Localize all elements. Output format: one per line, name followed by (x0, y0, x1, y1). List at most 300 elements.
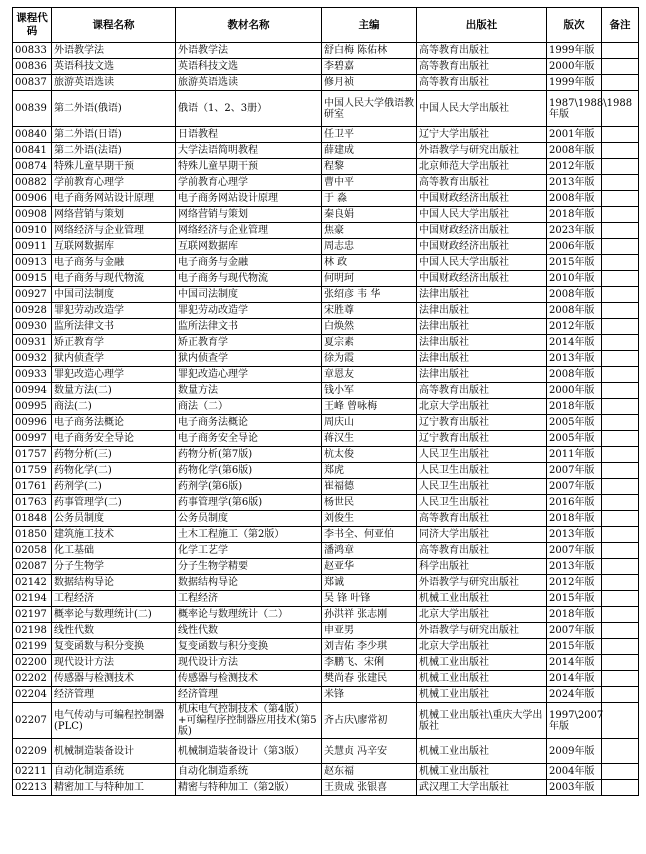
table-row (13, 207, 639, 223)
cell-course-code: 00908 (13, 207, 52, 223)
cell-editor: 夏宗素 (322, 335, 417, 351)
cell-publisher: 法律出版社 (417, 303, 547, 319)
cell-course-code: 02202 (13, 671, 52, 687)
cell-publisher: 法律出版社 (417, 319, 547, 335)
table-row (13, 351, 639, 367)
cell-textbook-name: 商法（二） (176, 399, 322, 415)
table-row (13, 383, 639, 399)
cell-editor: 崔福德 (322, 479, 417, 495)
cell-editor: 申亚男 (322, 623, 417, 639)
cell-remark (602, 511, 639, 527)
cell-course-name: 电气传动与可编程控制器(PLC) (52, 703, 176, 739)
cell-publisher: 同济大学出版社 (417, 527, 547, 543)
cell-course-name: 狱内侦查学 (52, 351, 176, 367)
cell-course-code: 00913 (13, 255, 52, 271)
cell-course-code: 00882 (13, 175, 52, 191)
header-publisher: 出版社 (417, 8, 547, 43)
header-editor: 主编 (322, 8, 417, 43)
cell-course-name: 第二外语(日语) (52, 127, 176, 143)
cell-textbook-name: 罪犯劳动改造学 (176, 303, 322, 319)
cell-remark (602, 543, 639, 559)
cell-publisher: 北京大学出版社 (417, 399, 547, 415)
cell-course-name: 公务员制度 (52, 511, 176, 527)
cell-editor: 焦豪 (322, 223, 417, 239)
cell-publisher: 人民卫生出版社 (417, 495, 547, 511)
cell-editor: 杨世民 (322, 495, 417, 511)
cell-editor: 王贵成 张银喜 (322, 780, 417, 796)
cell-publisher: 高等教育出版社 (417, 59, 547, 75)
cell-edition: 2013年版 (547, 527, 602, 543)
cell-remark (602, 75, 639, 91)
cell-editor: 曹中平 (322, 175, 417, 191)
cell-remark (602, 383, 639, 399)
cell-publisher: 中国财政经济出版社 (417, 223, 547, 239)
header-course-code: 课程代码 (13, 8, 52, 43)
cell-textbook-name: 公务员制度 (176, 511, 322, 527)
cell-course-code: 00932 (13, 351, 52, 367)
table-row (13, 159, 639, 175)
cell-textbook-name: 电子商务法概论 (176, 415, 322, 431)
cell-edition: 2018年版 (547, 207, 602, 223)
table-row (13, 127, 639, 143)
cell-remark (602, 367, 639, 383)
cell-edition: 2005年版 (547, 415, 602, 431)
table-row (13, 671, 639, 687)
table-row (13, 479, 639, 495)
cell-edition: 2015年版 (547, 591, 602, 607)
cell-textbook-name: 网络经济与企业管理 (176, 223, 322, 239)
cell-course-name: 网络营销与策划 (52, 207, 176, 223)
cell-publisher: 北京大学出版社 (417, 639, 547, 655)
cell-publisher: 高等教育出版社 (417, 43, 547, 59)
cell-edition: 1987\1988\1988年版 (547, 91, 602, 127)
cell-textbook-name: 英语科技文选 (176, 59, 322, 75)
cell-edition: 2006年版 (547, 239, 602, 255)
cell-editor: 潘鸿章 (322, 543, 417, 559)
cell-editor: 任卫平 (322, 127, 417, 143)
cell-textbook-name: 经济管理 (176, 687, 322, 703)
cell-edition: 2014年版 (547, 335, 602, 351)
cell-remark (602, 739, 639, 764)
cell-edition: 2018年版 (547, 511, 602, 527)
cell-publisher: 高等教育出版社 (417, 75, 547, 91)
table-row (13, 271, 639, 287)
cell-course-code: 00839 (13, 91, 52, 127)
cell-remark (602, 223, 639, 239)
cell-editor: 徐为霞 (322, 351, 417, 367)
cell-course-name: 自动化制造系统 (52, 764, 176, 780)
cell-edition: 2003年版 (547, 780, 602, 796)
cell-course-name: 罪犯劳动改造学 (52, 303, 176, 319)
cell-course-code: 02211 (13, 764, 52, 780)
cell-course-name: 传感器与检测技术 (52, 671, 176, 687)
cell-course-name: 特殊儿童早期干预 (52, 159, 176, 175)
table-row (13, 511, 639, 527)
cell-edition: 2013年版 (547, 175, 602, 191)
cell-course-name: 矫正教育学 (52, 335, 176, 351)
cell-course-name: 数量方法(二) (52, 383, 176, 399)
table-row (13, 431, 639, 447)
cell-editor: 刘吉佑 李少琪 (322, 639, 417, 655)
cell-remark (602, 175, 639, 191)
cell-editor: 米锋 (322, 687, 417, 703)
header-edition: 版次 (547, 8, 602, 43)
cell-editor: 周庆山 (322, 415, 417, 431)
table-row (13, 543, 639, 559)
cell-course-code: 00910 (13, 223, 52, 239)
cell-course-code: 00933 (13, 367, 52, 383)
cell-course-code: 01850 (13, 527, 52, 543)
cell-remark (602, 91, 639, 127)
cell-course-name: 电子商务与现代物流 (52, 271, 176, 287)
cell-textbook-name: 狱内侦查学 (176, 351, 322, 367)
cell-edition: 2014年版 (547, 671, 602, 687)
cell-editor: 周志忠 (322, 239, 417, 255)
cell-remark (602, 43, 639, 59)
cell-edition: 1999年版 (547, 43, 602, 59)
cell-edition: 2007年版 (547, 479, 602, 495)
cell-editor: 林 政 (322, 255, 417, 271)
table-row (13, 367, 639, 383)
table-row (13, 655, 639, 671)
cell-course-name: 概率论与数理统计(二) (52, 607, 176, 623)
cell-editor: 程黎 (322, 159, 417, 175)
cell-remark (602, 399, 639, 415)
cell-editor: 吴 锋 叶锋 (322, 591, 417, 607)
cell-editor: 赵东福 (322, 764, 417, 780)
cell-remark (602, 559, 639, 575)
cell-edition: 2012年版 (547, 575, 602, 591)
cell-edition: 2016年版 (547, 495, 602, 511)
cell-editor: 郑虎 (322, 463, 417, 479)
cell-course-code: 01761 (13, 479, 52, 495)
cell-course-name: 建筑施工技术 (52, 527, 176, 543)
cell-course-code: 00996 (13, 415, 52, 431)
cell-publisher: 法律出版社 (417, 367, 547, 383)
cell-edition: 2015年版 (547, 639, 602, 655)
cell-course-code: 00930 (13, 319, 52, 335)
cell-editor: 李书全、何亚伯 (322, 527, 417, 543)
cell-textbook-name: 外语教学法 (176, 43, 322, 59)
cell-textbook-name: 自动化制造系统 (176, 764, 322, 780)
cell-course-name: 网络经济与企业管理 (52, 223, 176, 239)
cell-course-name: 罪犯改造心理学 (52, 367, 176, 383)
table-row (13, 687, 639, 703)
cell-editor: 李鹏飞、宋俐 (322, 655, 417, 671)
cell-publisher: 武汉理工大学出版社 (417, 780, 547, 796)
cell-course-code: 00840 (13, 127, 52, 143)
cell-editor: 赵亚华 (322, 559, 417, 575)
table-row (13, 780, 639, 796)
table-row (13, 303, 639, 319)
cell-publisher: 法律出版社 (417, 351, 547, 367)
cell-editor: 张绍彦 韦 华 (322, 287, 417, 303)
cell-textbook-name: 土木工程施工（第2版） (176, 527, 322, 543)
cell-course-code: 01848 (13, 511, 52, 527)
cell-course-code: 02200 (13, 655, 52, 671)
cell-textbook-name: 概率论与数理统计（二） (176, 607, 322, 623)
cell-publisher: 科学出版社 (417, 559, 547, 575)
cell-course-name: 经济管理 (52, 687, 176, 703)
cell-edition: 2023年版 (547, 223, 602, 239)
cell-edition: 2007年版 (547, 623, 602, 639)
cell-editor: 郑诚 (322, 575, 417, 591)
cell-course-name: 药事管理学(二) (52, 495, 176, 511)
cell-publisher: 高等教育出版社 (417, 383, 547, 399)
cell-publisher: 中国财政经济出版社 (417, 191, 547, 207)
cell-course-name: 精密加工与特种加工 (52, 780, 176, 796)
cell-remark (602, 655, 639, 671)
cell-edition: 2008年版 (547, 143, 602, 159)
table-row (13, 559, 639, 575)
table-row (13, 591, 639, 607)
cell-editor: 秦良娟 (322, 207, 417, 223)
cell-remark (602, 671, 639, 687)
cell-remark (602, 623, 639, 639)
cell-publisher: 机械工业出版社 (417, 655, 547, 671)
cell-course-code: 02142 (13, 575, 52, 591)
cell-editor: 关慧贞 冯辛安 (322, 739, 417, 764)
cell-editor: 王峰 曾咏梅 (322, 399, 417, 415)
cell-remark (602, 431, 639, 447)
cell-editor: 孙洪祥 张志刚 (322, 607, 417, 623)
table-row (13, 319, 639, 335)
cell-remark (602, 287, 639, 303)
cell-edition: 2000年版 (547, 59, 602, 75)
cell-course-code: 01757 (13, 447, 52, 463)
cell-course-name: 电子商务与金融 (52, 255, 176, 271)
cell-remark (602, 239, 639, 255)
cell-editor: 杭太俊 (322, 447, 417, 463)
cell-course-code: 00995 (13, 399, 52, 415)
cell-course-code: 02204 (13, 687, 52, 703)
cell-editor: 蒋汉生 (322, 431, 417, 447)
cell-course-name: 学前教育心理学 (52, 175, 176, 191)
cell-publisher: 辽宁大学出版社 (417, 127, 547, 143)
cell-publisher: 外语教学与研究出版社 (417, 623, 547, 639)
cell-editor: 李碧嘉 (322, 59, 417, 75)
cell-course-code: 02194 (13, 591, 52, 607)
cell-textbook-name: 数据结构导论 (176, 575, 322, 591)
cell-course-name: 数据结构导论 (52, 575, 176, 591)
cell-course-code: 02197 (13, 607, 52, 623)
cell-publisher: 机械工业出版社 (417, 687, 547, 703)
cell-editor: 舒白梅 陈佑林 (322, 43, 417, 59)
header-course-name: 课程名称 (52, 8, 176, 43)
cell-course-name: 药剂学(二) (52, 479, 176, 495)
header-textbook-name: 教材名称 (176, 8, 322, 43)
cell-remark (602, 127, 639, 143)
cell-edition: 2008年版 (547, 367, 602, 383)
cell-course-code: 00874 (13, 159, 52, 175)
cell-publisher: 中国人民大学出版社 (417, 207, 547, 223)
cell-edition: 2007年版 (547, 543, 602, 559)
cell-edition: 2008年版 (547, 303, 602, 319)
cell-textbook-name: 中国司法制度 (176, 287, 322, 303)
cell-course-name: 药物化学(二) (52, 463, 176, 479)
cell-textbook-name: 大学法语简明教程 (176, 143, 322, 159)
table-row (13, 703, 639, 739)
cell-textbook-name: 罪犯改造心理学 (176, 367, 322, 383)
table-row (13, 43, 639, 59)
cell-publisher: 辽宁教育出版社 (417, 415, 547, 431)
cell-edition: 2013年版 (547, 351, 602, 367)
cell-edition: 2024年版 (547, 687, 602, 703)
table-row (13, 287, 639, 303)
cell-course-name: 分子生物学 (52, 559, 176, 575)
cell-edition: 2013年版 (547, 559, 602, 575)
cell-textbook-name: 药剂学(第6版) (176, 479, 322, 495)
table-row (13, 764, 639, 780)
cell-edition: 2009年版 (547, 739, 602, 764)
cell-textbook-name: 俄语（1、2、3册） (176, 91, 322, 127)
cell-publisher: 中国财政经济出版社 (417, 239, 547, 255)
cell-remark (602, 764, 639, 780)
cell-course-code: 00994 (13, 383, 52, 399)
cell-textbook-name: 电子商务与金融 (176, 255, 322, 271)
cell-textbook-name: 线性代数 (176, 623, 322, 639)
cell-remark (602, 271, 639, 287)
cell-course-code: 02058 (13, 543, 52, 559)
cell-course-code: 01763 (13, 495, 52, 511)
cell-editor: 齐占庆\廖常初 (322, 703, 417, 739)
table-body (13, 43, 639, 796)
cell-remark (602, 639, 639, 655)
cell-editor: 钱小军 (322, 383, 417, 399)
cell-remark (602, 463, 639, 479)
cell-remark (602, 527, 639, 543)
cell-course-code: 01759 (13, 463, 52, 479)
cell-publisher: 法律出版社 (417, 335, 547, 351)
cell-editor: 樊尚春 张建民 (322, 671, 417, 687)
cell-remark (602, 415, 639, 431)
cell-publisher: 高等教育出版社 (417, 175, 547, 191)
cell-course-name: 复变函数与积分变换 (52, 639, 176, 655)
cell-textbook-name: 工程经济 (176, 591, 322, 607)
cell-remark (602, 607, 639, 623)
cell-textbook-name: 药物化学(第6版) (176, 463, 322, 479)
cell-edition: 2007年版 (547, 463, 602, 479)
cell-publisher: 外语教学与研究出版社 (417, 575, 547, 591)
cell-publisher: 高等教育出版社 (417, 543, 547, 559)
cell-publisher: 辽宁教育出版社 (417, 431, 547, 447)
cell-publisher: 法律出版社 (417, 287, 547, 303)
cell-textbook-name: 药物分析(第7版) (176, 447, 322, 463)
cell-remark (602, 575, 639, 591)
textbook-table (12, 7, 639, 796)
cell-remark (602, 159, 639, 175)
cell-textbook-name: 电子商务安全导论 (176, 431, 322, 447)
table-row (13, 191, 639, 207)
cell-publisher: 机械工业出版社 (417, 671, 547, 687)
cell-textbook-name: 分子生物学精要 (176, 559, 322, 575)
cell-editor: 中国人民大学俄语教研室 (322, 91, 417, 127)
cell-edition: 2018年版 (547, 607, 602, 623)
cell-publisher: 中国人民大学出版社 (417, 91, 547, 127)
cell-course-name: 互联网数据库 (52, 239, 176, 255)
table-row (13, 223, 639, 239)
cell-course-name: 商法(二) (52, 399, 176, 415)
cell-publisher: 高等教育出版社 (417, 511, 547, 527)
cell-course-name: 旅游英语选读 (52, 75, 176, 91)
cell-remark (602, 255, 639, 271)
cell-edition: 2008年版 (547, 191, 602, 207)
cell-edition: 2015年版 (547, 255, 602, 271)
cell-course-code: 02198 (13, 623, 52, 639)
cell-course-name: 第二外语(俄语) (52, 91, 176, 127)
cell-publisher: 中国财政经济出版社 (417, 271, 547, 287)
cell-remark (602, 207, 639, 223)
cell-textbook-name: 矫正教育学 (176, 335, 322, 351)
cell-remark (602, 351, 639, 367)
cell-course-name: 中国司法制度 (52, 287, 176, 303)
cell-textbook-name: 电子商务网站设计原理 (176, 191, 322, 207)
cell-publisher: 机械工业出版社 (417, 591, 547, 607)
cell-course-code: 00837 (13, 75, 52, 91)
cell-textbook-name: 网络营销与策划 (176, 207, 322, 223)
cell-course-name: 第二外语(法语) (52, 143, 176, 159)
cell-publisher: 北京大学出版社 (417, 607, 547, 623)
cell-edition: 1997\2007年版 (547, 703, 602, 739)
cell-course-code: 00833 (13, 43, 52, 59)
cell-course-name: 化工基础 (52, 543, 176, 559)
table-row (13, 607, 639, 623)
cell-edition: 2005年版 (547, 431, 602, 447)
cell-course-code: 00927 (13, 287, 52, 303)
cell-publisher: 机械工业出版社\重庆大学出版社 (417, 703, 547, 739)
table-row (13, 255, 639, 271)
cell-remark (602, 59, 639, 75)
cell-remark (602, 687, 639, 703)
cell-course-code: 02087 (13, 559, 52, 575)
cell-editor: 薛建成 (322, 143, 417, 159)
table-header (13, 8, 639, 43)
cell-textbook-name: 药事管理学(第6版) (176, 495, 322, 511)
table-row (13, 463, 639, 479)
cell-edition: 2001年版 (547, 127, 602, 143)
table-row (13, 75, 639, 91)
table-row (13, 495, 639, 511)
cell-editor: 于 淼 (322, 191, 417, 207)
cell-course-name: 英语科技文选 (52, 59, 176, 75)
cell-course-name: 线性代数 (52, 623, 176, 639)
cell-textbook-name: 精密与特种加工（第2版） (176, 780, 322, 796)
cell-editor: 白焕然 (322, 319, 417, 335)
cell-course-name: 电子商务安全导论 (52, 431, 176, 447)
cell-course-name: 机械制造装备设计 (52, 739, 176, 764)
cell-remark (602, 191, 639, 207)
cell-textbook-name: 机械制造装备设计（第3版） (176, 739, 322, 764)
cell-course-code: 00915 (13, 271, 52, 287)
cell-remark (602, 479, 639, 495)
cell-edition: 2010年版 (547, 271, 602, 287)
cell-course-code: 02209 (13, 739, 52, 764)
cell-textbook-name: 电子商务与现代物流 (176, 271, 322, 287)
cell-publisher: 人民卫生出版社 (417, 479, 547, 495)
cell-edition: 2012年版 (547, 159, 602, 175)
cell-textbook-name: 日语教程 (176, 127, 322, 143)
table-row (13, 143, 639, 159)
cell-textbook-name: 化学工艺学 (176, 543, 322, 559)
cell-course-code: 00911 (13, 239, 52, 255)
cell-publisher: 北京师范大学出版社 (417, 159, 547, 175)
table-row (13, 447, 639, 463)
cell-publisher: 机械工业出版社 (417, 739, 547, 764)
table-row (13, 639, 639, 655)
cell-edition: 2011年版 (547, 447, 602, 463)
cell-remark (602, 303, 639, 319)
cell-remark (602, 335, 639, 351)
